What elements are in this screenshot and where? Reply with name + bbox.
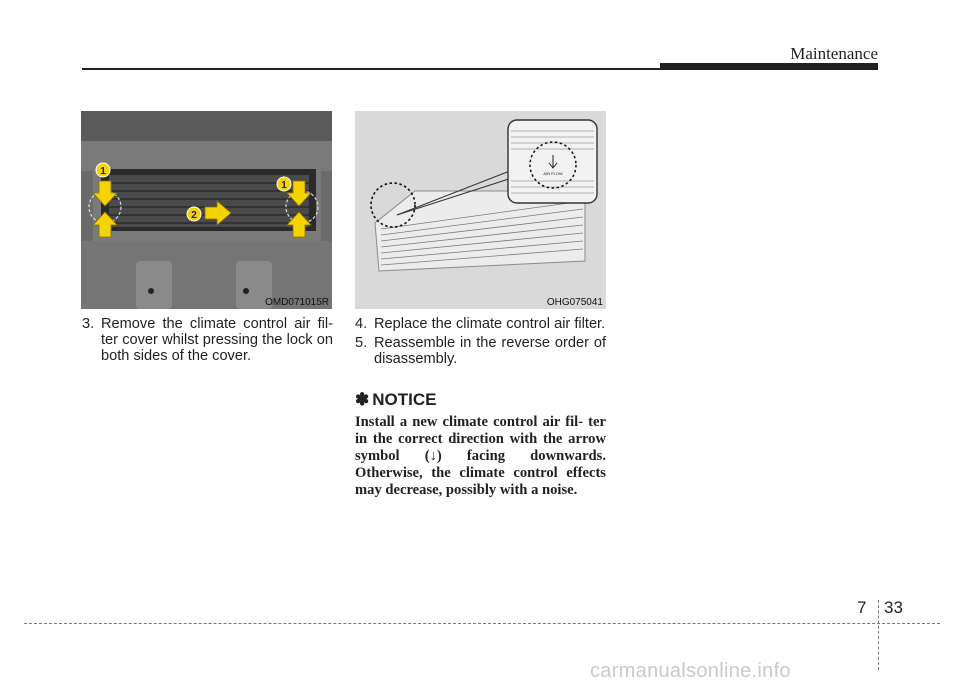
- notice-title: NOTICE: [372, 390, 437, 409]
- filter-airflow-label: AIR FLOW: [543, 171, 563, 176]
- footer-dashed-rule: [24, 623, 940, 624]
- step-5: [355, 335, 606, 367]
- callout-1-left: [96, 163, 110, 177]
- svg-text:1: 1: [281, 180, 287, 191]
- svg-text:2: 2: [191, 210, 197, 221]
- notice-body: Install a new climate control air fil- ter in the correct direction with the arrow symbol (↓) facing downwards. Otherwise, the climate control effects may decrease, possibly with a noise.: [355, 414, 606, 498]
- step-text: Replace the climate control air filter.: [374, 316, 606, 332]
- figure-filter-cover-removal: [81, 111, 332, 309]
- air-filter-illustration: [355, 111, 606, 309]
- chapter-number: 7: [857, 598, 867, 617]
- footer-dashed-divider: [878, 600, 879, 670]
- svg-text:1: 1: [100, 166, 106, 177]
- notice-heading: [355, 390, 436, 410]
- header-bar: [660, 63, 878, 70]
- header-section-title: Maintenance: [790, 44, 878, 63]
- callout-1-right: [277, 177, 291, 191]
- step-text: Remove the climate control air fil- ter cover whilst pressing the lock on both sides of the cover.: [101, 316, 333, 364]
- figure-air-filter: [355, 111, 606, 309]
- figure-code: OHG075041: [546, 297, 603, 308]
- step-3: [82, 316, 333, 364]
- header-rule: [82, 68, 660, 70]
- callout-2: [187, 207, 201, 221]
- filter-cover-illustration: [81, 111, 332, 309]
- step-number: 5.: [355, 335, 368, 351]
- step-number: 4.: [355, 316, 368, 332]
- page-number: 33: [884, 598, 903, 617]
- notice-star-icon: ✽: [355, 390, 370, 409]
- step-number: 3.: [82, 316, 95, 332]
- step-4: [355, 316, 606, 332]
- figure-code: OMD071015R: [265, 297, 329, 308]
- step-text: Reassemble in the reverse order of disassembly.: [374, 335, 606, 367]
- watermark: carmanualsonline.info: [590, 660, 791, 682]
